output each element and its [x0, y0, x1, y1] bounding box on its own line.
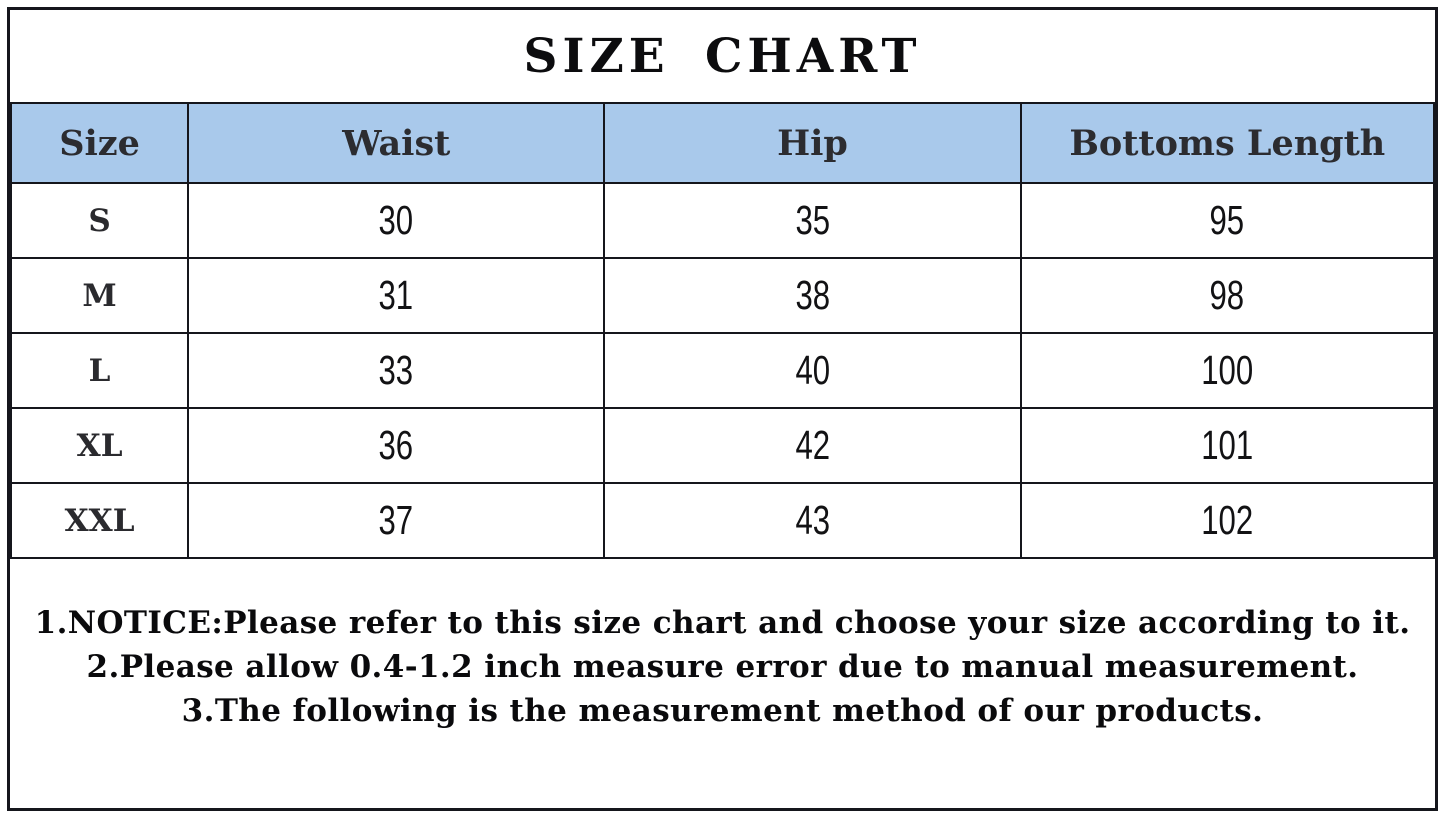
bottoms-length-value: 100: [1021, 333, 1434, 408]
hip-value: 40: [604, 333, 1020, 408]
bottoms-length-value: 102: [1021, 483, 1434, 558]
size-label: XL: [11, 408, 188, 483]
notice-section: [10, 559, 1435, 808]
col-header-hip: Hip: [604, 103, 1020, 183]
notice-line-3: 3.The following is the measurement method of our products.: [181, 692, 1264, 729]
hip-value: 35: [604, 183, 1020, 258]
table-row-s: [11, 183, 1434, 258]
col-header-size: Size: [11, 103, 188, 183]
table-row-xl: [11, 408, 1434, 483]
bottoms-length-value: 101: [1021, 408, 1434, 483]
waist-value: 33: [188, 333, 604, 408]
size-label: M: [11, 258, 188, 333]
hip-value: 42: [604, 408, 1020, 483]
notice-line-2: 2.Please allow 0.4-1.2 inch measure error due to manual measurement.: [86, 648, 1359, 685]
waist-value: 37: [188, 483, 604, 558]
waist-value: 31: [188, 258, 604, 333]
table-row-l: [11, 333, 1434, 408]
header-row: [11, 103, 1434, 183]
hip-value: 43: [604, 483, 1020, 558]
title-box: [10, 10, 1435, 102]
col-header-bottoms-length: Bottoms Length: [1021, 103, 1434, 183]
notice-line-1: 1.NOTICE:Please refer to this size chart and choose your size according to it.: [34, 604, 1411, 641]
size-label: XXL: [11, 483, 188, 558]
size-table: [10, 102, 1435, 559]
bottoms-length-value: 98: [1021, 258, 1434, 333]
size-label: L: [11, 333, 188, 408]
waist-value: 30: [188, 183, 604, 258]
bottoms-length-value: 95: [1021, 183, 1434, 258]
size-chart-sheet: [7, 7, 1438, 811]
size-table-body: [11, 183, 1434, 558]
table-row-xxl: [11, 483, 1434, 558]
col-header-waist: Waist: [188, 103, 604, 183]
size-table-header: [11, 103, 1434, 183]
waist-value: 36: [188, 408, 604, 483]
page-title: SIZE CHART: [523, 28, 922, 84]
hip-value: 38: [604, 258, 1020, 333]
table-row-m: [11, 258, 1434, 333]
size-label: S: [11, 183, 188, 258]
